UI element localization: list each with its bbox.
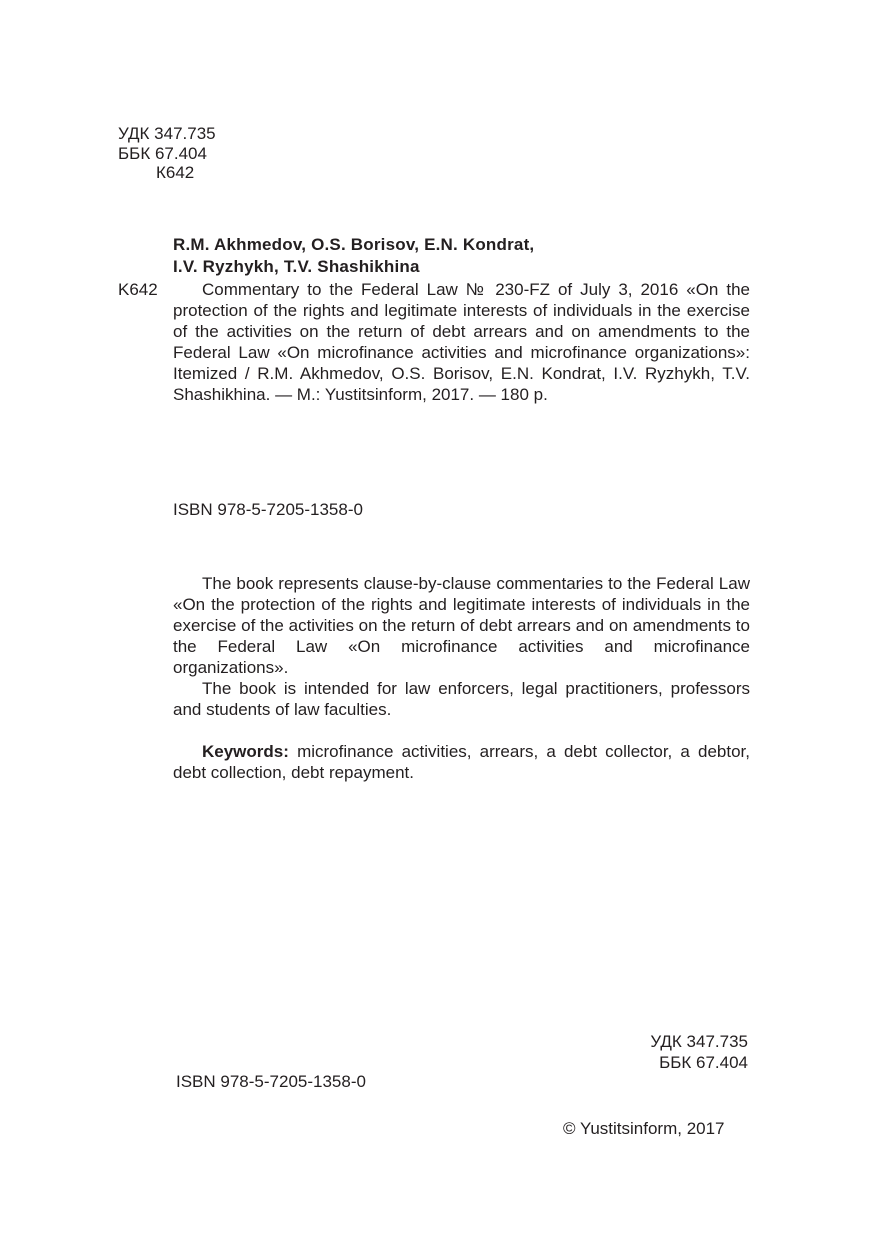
isbn-top: ISBN 978-5-7205-1358-0 [173,500,363,519]
bottom-classification [560,1031,748,1073]
abstract-block [173,573,750,783]
isbn-bottom: ISBN 978-5-7205-1358-0 [176,1072,366,1091]
authors-heading [173,234,750,278]
bbk-code: ББК 67.404 [118,143,207,163]
abstract-paragraph-1: The book represents clause-by-clause commentaries to the Federal Law «On the protection of the rights and legitimate interests of individuals in the exercise of the activities on the return of debt arrears and on amendments to the Federal Law «On microfinance activities and microfinance organizations». [173,574,750,677]
bibliographic-description: Commentary to the Federal Law № 230-FZ of July 3, 2016 «On the protection of the rights and legitimate interests of individuals in the exercise of the activities on the return of debt arrears and on amendments to the Federal Law «On microfinance activities and microfinance organizations»: Itemized / R.M. Akhmedov, O.S. Borisov, E.N. Kondrat, I.V. Ryzhykh, T.V. Shashikhina. — M.: Yustitsinform, 2017. — 180 p. [173,280,750,404]
bottom-udk: УДК 347.735 [650,1032,748,1051]
authors-line-1: R.M. Akhmedov, O.S. Borisov, E.N. Kondrat, [173,235,535,254]
keywords-paragraph [173,741,750,783]
keywords-text: microfinance activities, arrears, a debt collector, a debtor, debt collection, debt repayment. [173,742,751,782]
author-mark-code: К642 [156,163,195,182]
authors-line-2: I.V. Ryzhykh, T.V. Shashikhina [173,257,420,276]
bottom-bbk: ББК 67.404 [659,1053,748,1072]
keywords-label: Keywords: [202,742,289,761]
abstract-paragraph-2: The book is intended for law enforcers, legal practitioners, professors and students of law faculties. [173,679,750,719]
author-mark-side: K642 [118,280,158,299]
udk-code: УДК 347.735 [118,124,216,143]
copyright-notice: © Yustitsinform, 2017 [563,1119,725,1138]
classification-block [118,124,216,183]
